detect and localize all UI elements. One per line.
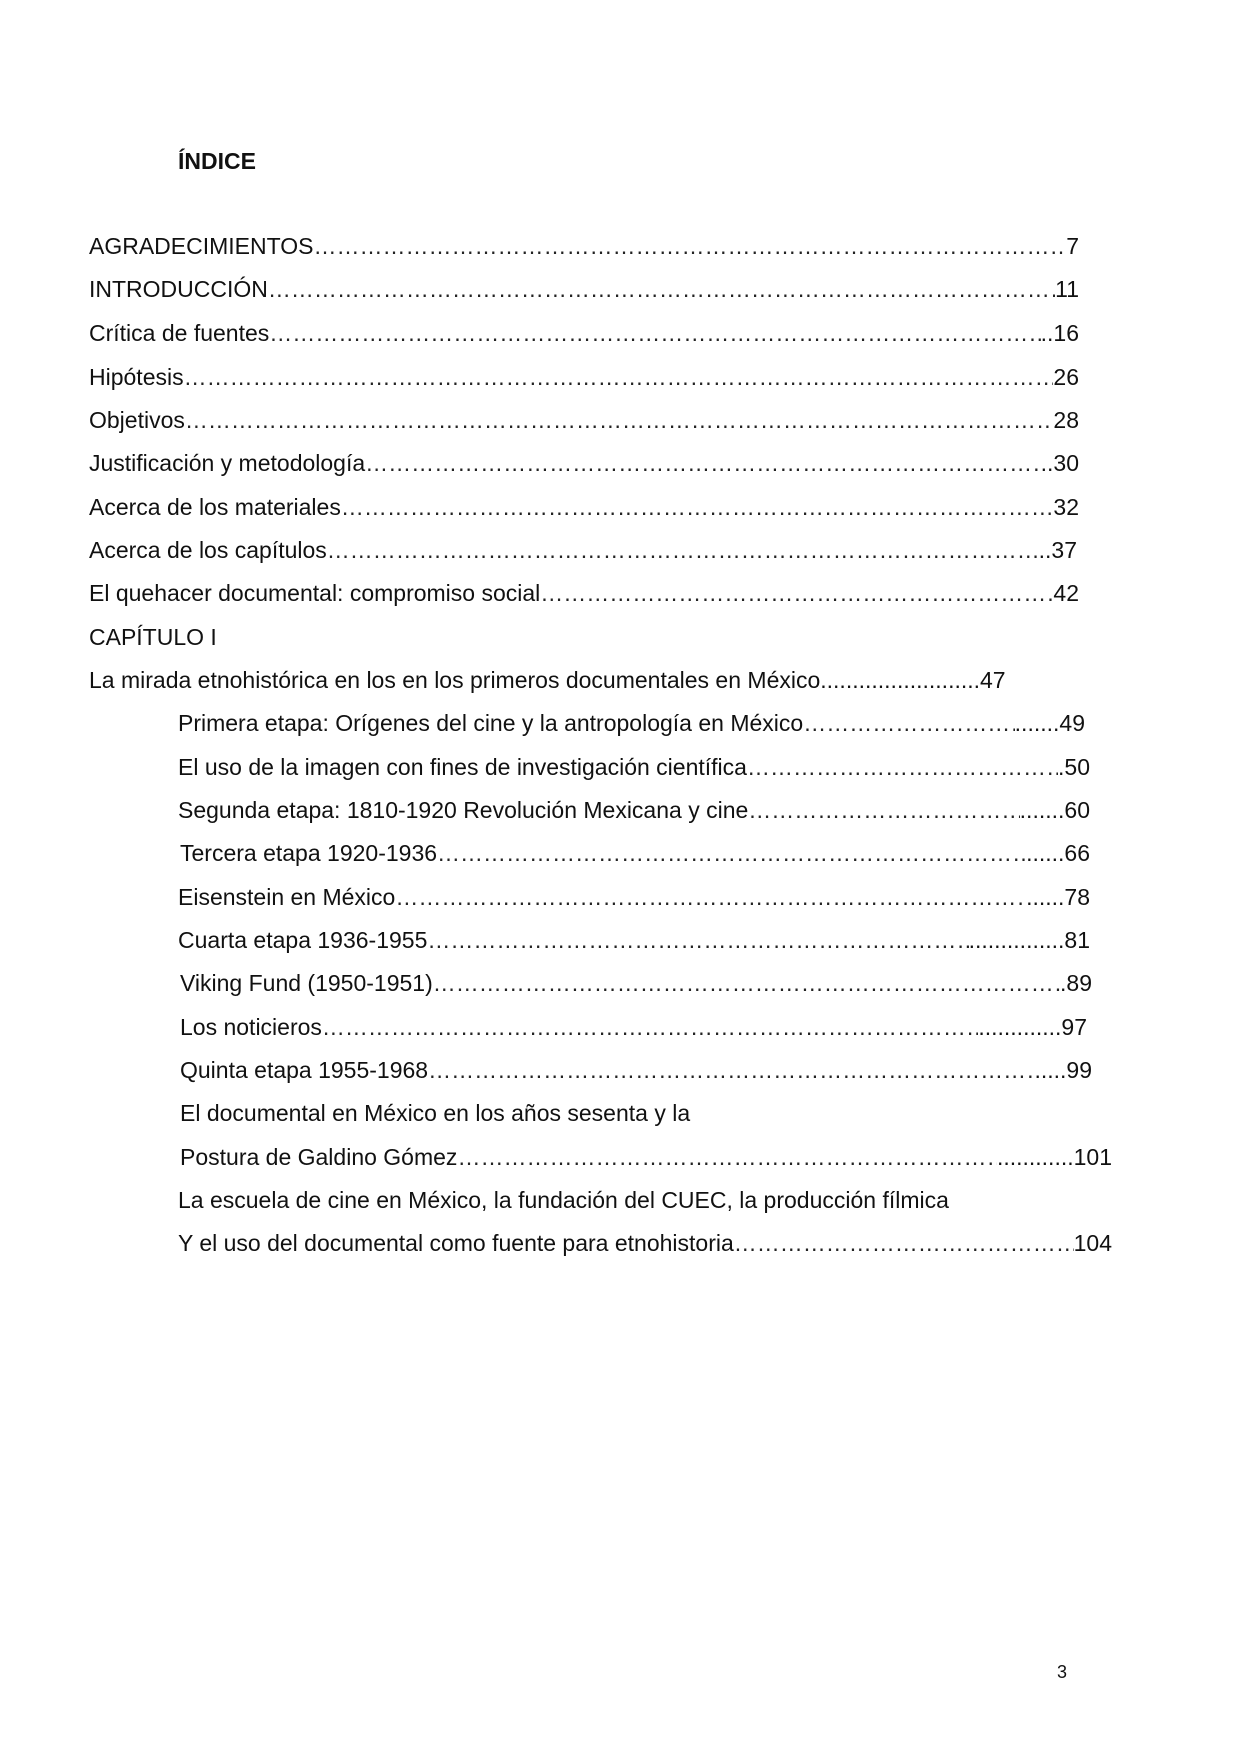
dot-leader <box>268 274 1055 304</box>
dot-leader <box>185 405 1054 435</box>
toc-entry <box>180 838 1090 868</box>
toc-entry-page: .....99 <box>1034 1057 1092 1083</box>
toc-entry <box>89 274 1079 304</box>
dot-leader <box>184 362 1054 392</box>
dot-leader <box>428 1055 1034 1085</box>
toc-entry-label: Primera etapa: Orígenes del cine y la antropología en México <box>178 710 804 736</box>
toc-entry-page: ..16 <box>1040 320 1079 346</box>
toc-entry-label: Viking Fund (1950-1951) <box>180 970 433 996</box>
toc-entry <box>89 492 1079 522</box>
toc-entry-label: Los noticieros <box>180 1014 322 1040</box>
toc-entry-page: 32 <box>1053 494 1079 520</box>
toc-entry-label: Cuarta etapa 1936-1955 <box>178 927 428 953</box>
dot-leader <box>748 795 1019 825</box>
toc-entry-page: ......66 <box>1026 840 1090 866</box>
toc-entry <box>178 882 1090 912</box>
toc-entry <box>89 231 1079 261</box>
toc-entry-label: Crítica de fuentes <box>89 320 270 346</box>
toc-entry-label: La mirada etnohistórica en los en los primeros documentales en México <box>89 667 821 693</box>
toc-entry-page: .......49 <box>1014 710 1085 736</box>
toc-entry-label: Y el uso del documental como fuente para etnohistoria <box>178 1230 734 1256</box>
toc-entry <box>178 752 1090 782</box>
toc-entry-label: Eisenstein en México <box>178 884 396 910</box>
toc-entry-label: Postura de Galdino Gómez <box>180 1144 458 1170</box>
toc-entry-page: 11 <box>1055 276 1079 302</box>
toc-entry-label: Objetivos <box>89 407 185 433</box>
toc-entry-label: El uso de la imagen con fines de investigación científica <box>178 754 747 780</box>
toc-entry <box>180 1055 1092 1085</box>
toc-entry-page: ......78 <box>1026 884 1090 910</box>
toc-entry-page: ..30 <box>1040 450 1079 476</box>
toc-entry <box>178 1228 1112 1258</box>
dot-leader <box>327 535 1039 565</box>
toc-entry-page: 28 <box>1053 407 1079 433</box>
toc-entry-page: 26 <box>1053 364 1079 390</box>
toc-entry <box>89 535 1077 565</box>
dot-leader <box>322 1012 978 1042</box>
toc-entry-label: INTRODUCCIÓN <box>89 276 268 302</box>
toc-entry-label: Quinta etapa 1955-1968 <box>180 1057 429 1083</box>
toc-entry <box>178 795 1090 825</box>
toc-entry <box>89 448 1079 478</box>
toc-entry <box>180 1012 1087 1042</box>
page-number: 3 <box>1057 1662 1068 1682</box>
toc-entry <box>180 968 1092 998</box>
toc-entry-page: ...............81 <box>968 927 1090 953</box>
toc-entry-label: Acerca de los capítulos <box>89 537 327 563</box>
toc-entry-page: .........................47 <box>820 667 1006 693</box>
dot-leader <box>457 1142 997 1172</box>
toc-entry-page: ............101 <box>996 1144 1112 1170</box>
toc-entry-page: ..37 <box>1038 537 1077 563</box>
toc-entry-page: 104 <box>1073 1230 1112 1256</box>
dot-leader <box>540 578 1053 608</box>
toc-entry-page: .............97 <box>978 1014 1087 1040</box>
dot-leader <box>433 968 1060 998</box>
toc-entry-label: La escuela de cine en México, la fundación del CUEC, la producción fílmica <box>178 1187 949 1213</box>
toc-entry-label: Justificación y metodología <box>89 450 366 476</box>
toc-entry-label: Segunda etapa: 1810-1920 Revolución Mexicana y cine <box>178 797 749 823</box>
toc-entry-page: 7 <box>1066 233 1079 259</box>
dot-leader <box>747 752 1058 782</box>
dot-leader <box>427 925 968 955</box>
dot-leader <box>341 492 1054 522</box>
toc-entry <box>89 362 1079 392</box>
toc-heading: ÍNDICE <box>178 148 256 174</box>
toc-entry-label: Tercera etapa 1920-1936 <box>180 840 438 866</box>
dot-leader <box>269 318 1040 348</box>
toc-entry <box>89 405 1079 435</box>
toc-entry-label: Acerca de los materiales <box>89 494 341 520</box>
dot-leader <box>803 708 1014 738</box>
toc-entry-label: Hipótesis <box>89 364 184 390</box>
toc-entry <box>89 318 1079 348</box>
toc-entry-page: .89 <box>1060 970 1092 996</box>
toc-entry-label: El documental en México en los años sesenta y la <box>180 1100 691 1126</box>
dot-leader <box>734 1228 1074 1258</box>
toc-entry <box>89 665 1085 695</box>
toc-entry <box>178 708 1085 738</box>
toc-entry-page: .......60 <box>1019 797 1090 823</box>
dot-leader <box>365 448 1040 478</box>
dot-leader <box>395 882 1026 912</box>
toc-entry <box>178 925 1090 955</box>
toc-entry <box>89 578 1079 608</box>
chapter-heading: CAPÍTULO I <box>89 624 217 650</box>
toc-entry-label: AGRADECIMIENTOS <box>89 233 314 259</box>
dot-leader <box>314 231 1067 261</box>
toc-entry <box>180 1142 1112 1172</box>
toc-entry-page: 42 <box>1053 580 1079 606</box>
toc-entry-label: El quehacer documental: compromiso social <box>89 580 541 606</box>
toc-entry-page: .50 <box>1058 754 1090 780</box>
dot-leader <box>437 838 1026 868</box>
